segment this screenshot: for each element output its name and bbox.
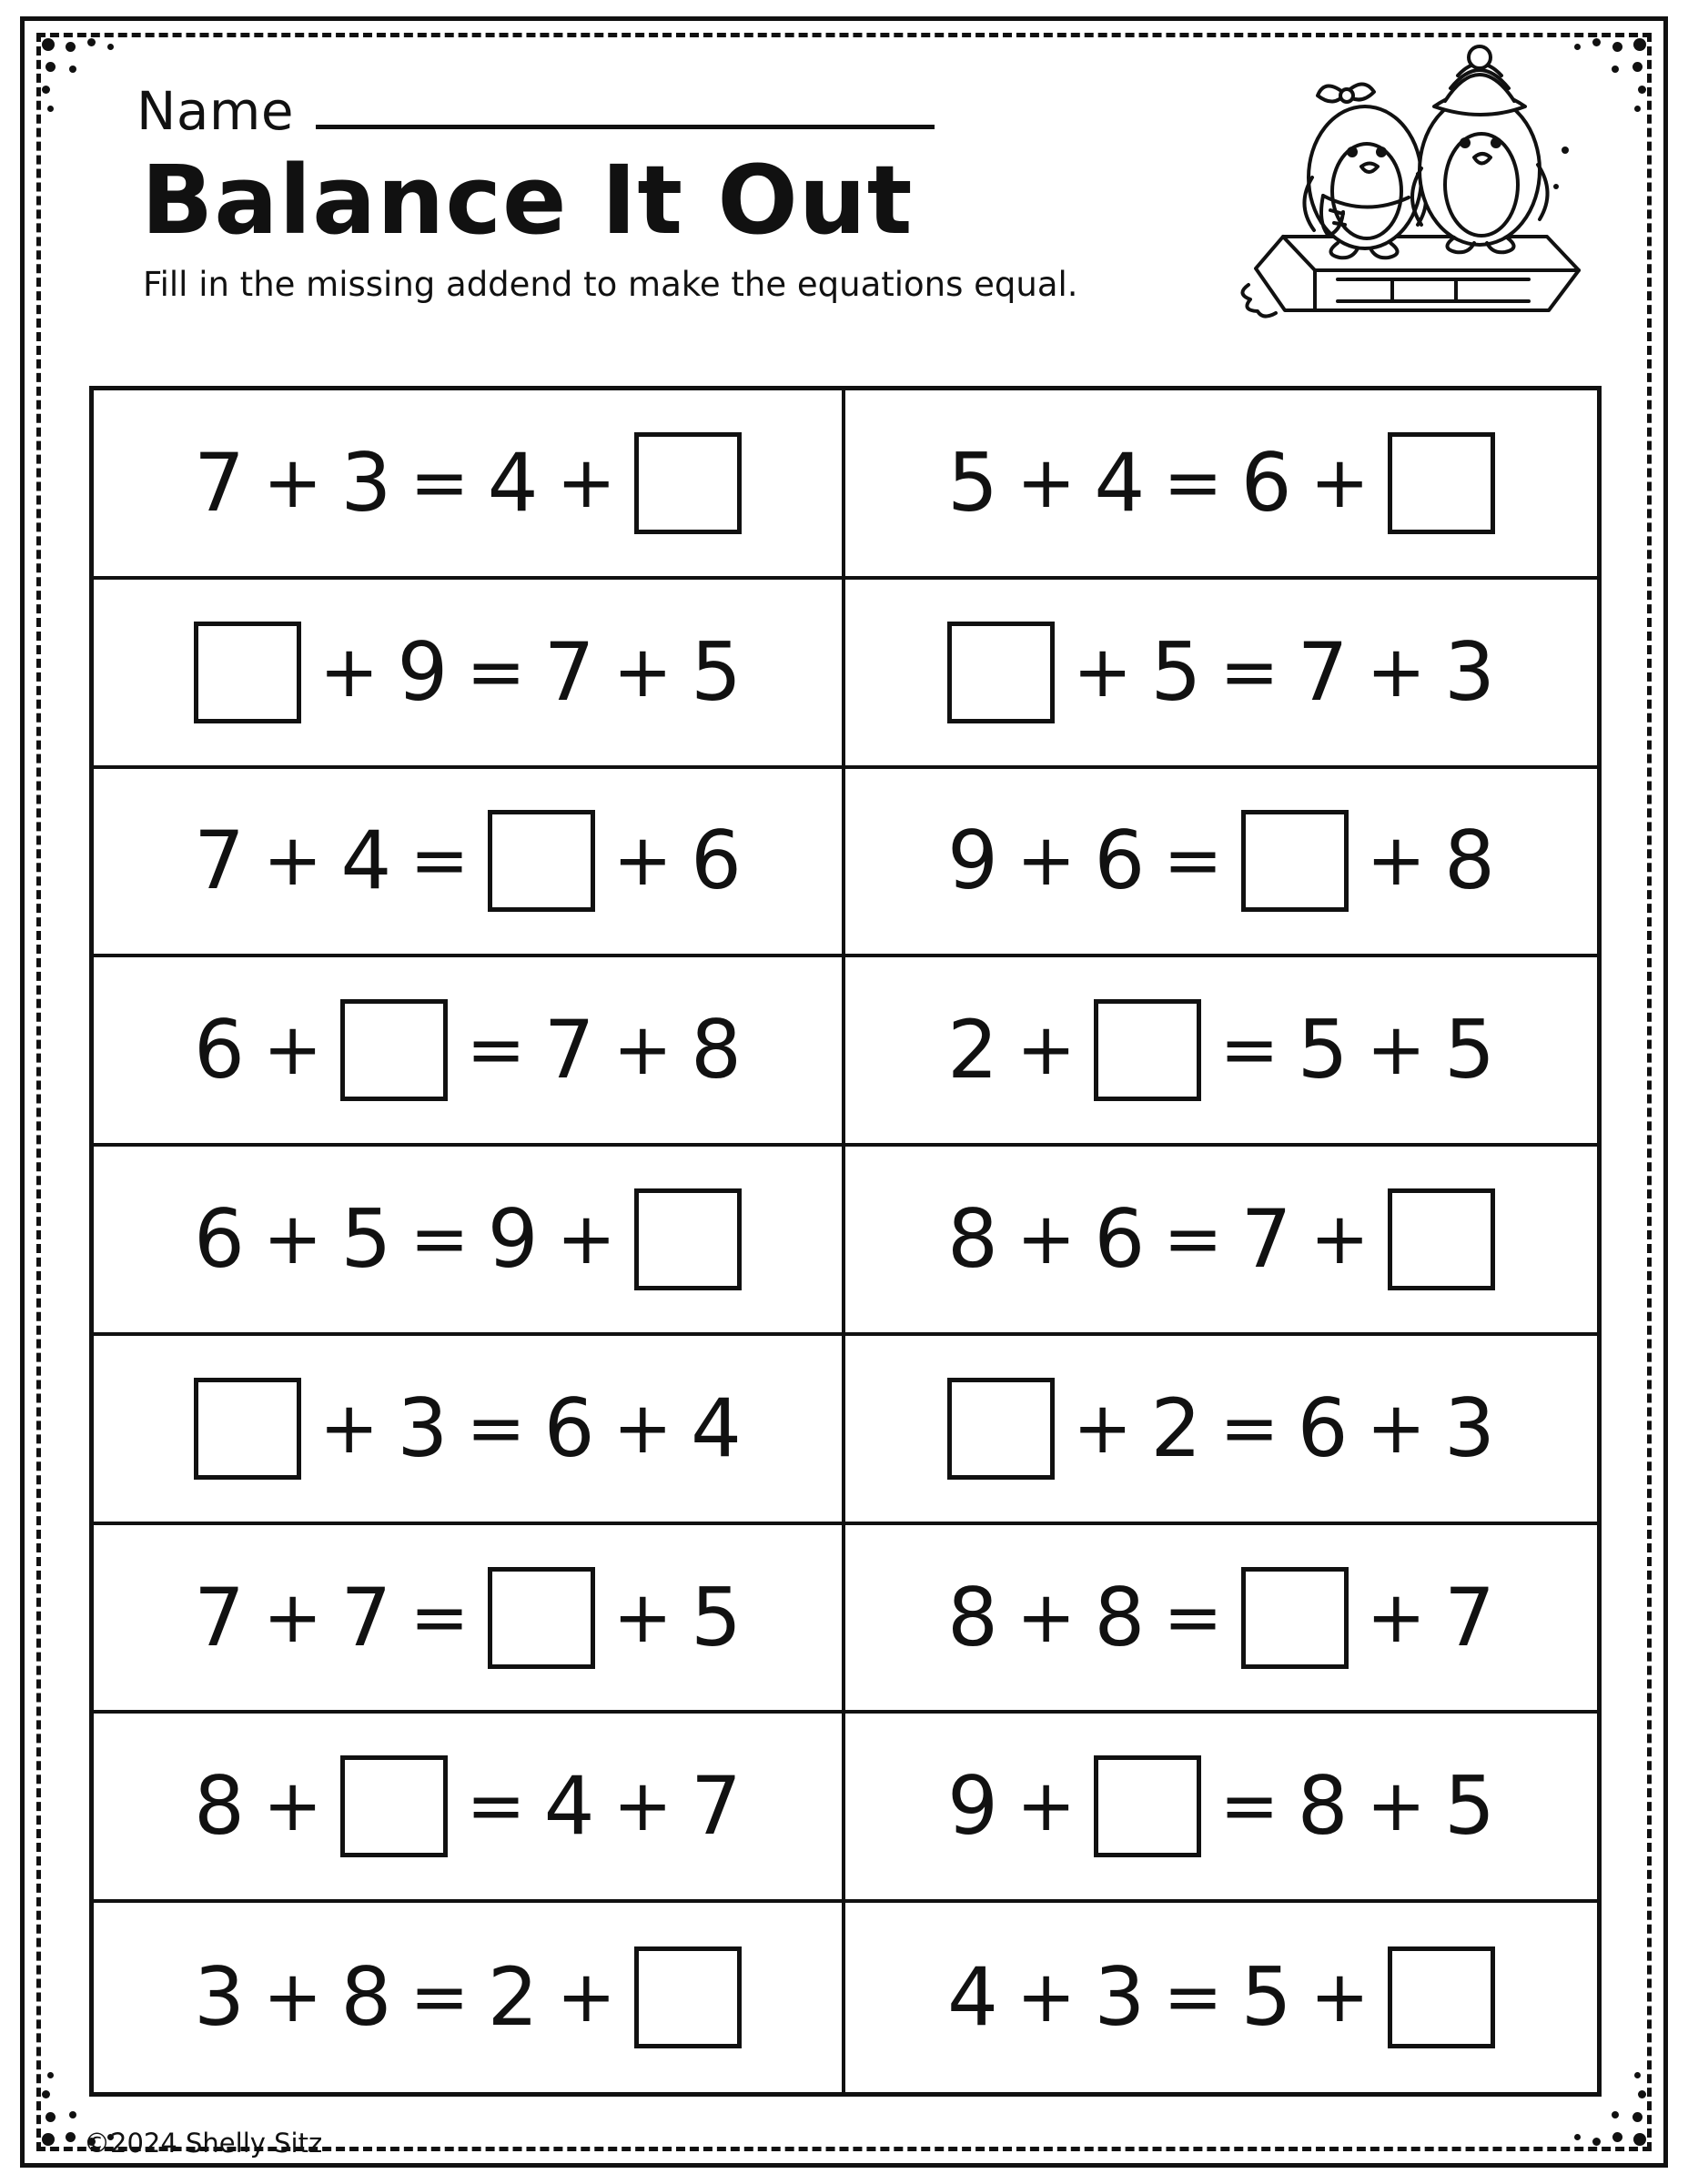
equation: [94, 810, 842, 912]
name-write-line[interactable]: [316, 121, 935, 129]
plus-sign: +: [612, 1576, 673, 1659]
problem-cell[interactable]: [845, 957, 1597, 1147]
number: 3: [1444, 624, 1496, 719]
equation: [845, 1378, 1597, 1480]
problem-cell[interactable]: [845, 1336, 1597, 1525]
number: 7: [193, 814, 245, 908]
equation: [94, 1188, 842, 1290]
number: 5: [1297, 1003, 1349, 1097]
plus-sign: +: [1016, 820, 1076, 903]
number: 5: [946, 435, 998, 530]
number: 7: [193, 1570, 245, 1664]
number: 5: [340, 1191, 392, 1286]
answer-box[interactable]: [1388, 1188, 1495, 1290]
number: 5: [1444, 1759, 1496, 1854]
number: 7: [1444, 1570, 1496, 1664]
number: 6: [1094, 1191, 1146, 1286]
equals-sign: =: [409, 1576, 470, 1659]
two-penguins-on-ice-illustration: [1228, 41, 1592, 341]
equation: [845, 622, 1597, 723]
answer-box[interactable]: [1388, 1946, 1495, 2048]
equals-sign: =: [466, 1387, 526, 1470]
answer-box[interactable]: [1241, 810, 1349, 912]
answer-box[interactable]: [634, 1946, 742, 2048]
answer-box[interactable]: [634, 432, 742, 534]
name-label: Name: [136, 80, 295, 142]
plus-sign: +: [1366, 1387, 1427, 1470]
number: 4: [543, 1759, 595, 1854]
number: 4: [1094, 435, 1146, 530]
answer-box[interactable]: [194, 1378, 301, 1480]
plus-sign: +: [1309, 441, 1370, 524]
problem-cell[interactable]: [94, 580, 845, 769]
plus-sign: +: [1366, 631, 1427, 713]
number: 8: [1094, 1570, 1146, 1664]
equals-sign: =: [1163, 1198, 1223, 1280]
page-instructions: Fill in the missing addend to make the equations equal.: [143, 265, 1078, 305]
equals-sign: =: [409, 820, 470, 903]
number: 3: [340, 435, 392, 530]
plus-sign: +: [556, 1956, 617, 2039]
plus-sign: +: [1016, 1765, 1076, 1848]
number: 6: [543, 1380, 595, 1475]
number: 7: [1297, 624, 1349, 719]
number: 4: [487, 435, 539, 530]
problem-cell[interactable]: [94, 1525, 845, 1714]
number: 8: [946, 1191, 998, 1286]
number: 2: [487, 1950, 539, 2045]
equals-sign: =: [1219, 1765, 1279, 1848]
equation: [94, 999, 842, 1101]
problem-cell[interactable]: [845, 1525, 1597, 1714]
answer-box[interactable]: [488, 810, 595, 912]
number: 6: [1297, 1380, 1349, 1475]
answer-box[interactable]: [634, 1188, 742, 1290]
equals-sign: =: [466, 1009, 526, 1092]
equals-sign: =: [409, 1198, 470, 1280]
number: 9: [946, 814, 998, 908]
plus-sign: +: [262, 1765, 323, 1848]
number: 7: [543, 1003, 595, 1097]
problem-cell[interactable]: [94, 1336, 845, 1525]
plus-sign: +: [1072, 631, 1133, 713]
problem-cell[interactable]: [94, 957, 845, 1147]
plus-sign: +: [1072, 1387, 1133, 1470]
equals-sign: =: [1163, 441, 1223, 524]
number: 3: [1094, 1950, 1146, 2045]
plus-sign: +: [1016, 1198, 1076, 1280]
problem-cell[interactable]: [845, 1147, 1597, 1336]
plus-sign: +: [612, 1765, 673, 1848]
number: 8: [193, 1759, 245, 1854]
number: 9: [487, 1191, 539, 1286]
number: 6: [193, 1191, 245, 1286]
number: 4: [946, 1950, 998, 2045]
answer-box[interactable]: [1094, 999, 1201, 1101]
problem-cell[interactable]: [94, 769, 845, 958]
plus-sign: +: [262, 1009, 323, 1092]
number: 3: [193, 1950, 245, 2045]
equals-sign: =: [1163, 1576, 1223, 1659]
equals-sign: =: [1163, 1956, 1223, 2039]
equation: [845, 1755, 1597, 1857]
plus-sign: +: [1366, 1765, 1427, 1848]
answer-box[interactable]: [947, 622, 1055, 723]
problem-cell[interactable]: [94, 390, 845, 580]
plus-sign: +: [1366, 1009, 1427, 1092]
plus-sign: +: [262, 1576, 323, 1659]
number: 8: [691, 1003, 743, 1097]
problem-cell[interactable]: [845, 769, 1597, 958]
equation: [94, 1567, 842, 1669]
number: 8: [1297, 1759, 1349, 1854]
equals-sign: =: [1219, 1009, 1279, 1092]
number: 7: [193, 435, 245, 530]
number: 6: [1094, 814, 1146, 908]
equation: [94, 432, 842, 534]
plus-sign: +: [1016, 441, 1076, 524]
copyright-text: ©2024 Shelly Sitz: [84, 2128, 323, 2159]
equation: [845, 810, 1597, 912]
plus-sign: +: [1016, 1576, 1076, 1659]
equation: [845, 1188, 1597, 1290]
plus-sign: +: [1016, 1009, 1076, 1092]
equals-sign: =: [409, 441, 470, 524]
problem-cell[interactable]: [94, 1903, 845, 2092]
number: 9: [397, 624, 449, 719]
plus-sign: +: [612, 1009, 673, 1092]
plus-sign: +: [556, 441, 617, 524]
equals-sign: =: [409, 1956, 470, 2039]
number: 3: [1444, 1380, 1496, 1475]
plus-sign: +: [262, 1198, 323, 1280]
page-title: Balance It Out: [141, 145, 914, 256]
number: 9: [946, 1759, 998, 1854]
equation: [845, 432, 1597, 534]
number: 4: [691, 1380, 743, 1475]
number: 7: [691, 1759, 743, 1854]
equation: [94, 622, 842, 723]
answer-box[interactable]: [947, 1378, 1055, 1480]
problem-cell[interactable]: [845, 1903, 1597, 2092]
plus-sign: +: [1309, 1956, 1370, 2039]
equation: [94, 1378, 842, 1480]
number: 6: [691, 814, 743, 908]
plus-sign: +: [1016, 1956, 1076, 2039]
plus-sign: +: [318, 631, 379, 713]
plus-sign: +: [612, 1387, 673, 1470]
problem-cell[interactable]: [845, 390, 1597, 580]
number: 8: [340, 1950, 392, 2045]
answer-box[interactable]: [340, 1755, 448, 1857]
number: 8: [1444, 814, 1496, 908]
number: 7: [543, 624, 595, 719]
equation: [94, 1946, 842, 2048]
number: 6: [193, 1003, 245, 1097]
equation: [845, 1567, 1597, 1669]
answer-box[interactable]: [1388, 432, 1495, 534]
answer-box[interactable]: [1094, 1755, 1201, 1857]
number: 5: [1444, 1003, 1496, 1097]
number: 5: [1150, 624, 1202, 719]
plus-sign: +: [612, 820, 673, 903]
number: 4: [340, 814, 392, 908]
equals-sign: =: [1219, 1387, 1279, 1470]
number: 5: [1240, 1950, 1292, 2045]
number: 7: [340, 1570, 392, 1664]
number: 2: [1150, 1380, 1202, 1475]
number: 8: [946, 1570, 998, 1664]
number: 5: [691, 624, 743, 719]
answer-box[interactable]: [488, 1567, 595, 1669]
plus-sign: +: [262, 1956, 323, 2039]
answer-box[interactable]: [340, 999, 448, 1101]
answer-box[interactable]: [1241, 1567, 1349, 1669]
equals-sign: =: [1219, 631, 1279, 713]
problem-cell[interactable]: [94, 1714, 845, 1903]
plus-sign: +: [1366, 820, 1427, 903]
equation: [94, 1755, 842, 1857]
plus-sign: +: [612, 631, 673, 713]
problem-cell[interactable]: [845, 1714, 1597, 1903]
plus-sign: +: [318, 1387, 379, 1470]
plus-sign: +: [262, 820, 323, 903]
number: 5: [691, 1570, 743, 1664]
number: 6: [1240, 435, 1292, 530]
equals-sign: =: [1163, 820, 1223, 903]
problems-grid: [89, 386, 1602, 2097]
number: 2: [946, 1003, 998, 1097]
equation: [845, 999, 1597, 1101]
number: 7: [1240, 1191, 1292, 1286]
plus-sign: +: [262, 441, 323, 524]
equation: [845, 1946, 1597, 2048]
plus-sign: +: [1309, 1198, 1370, 1280]
equals-sign: =: [466, 1765, 526, 1848]
plus-sign: +: [1366, 1576, 1427, 1659]
problem-cell[interactable]: [845, 580, 1597, 769]
problem-cell[interactable]: [94, 1147, 845, 1336]
plus-sign: +: [556, 1198, 617, 1280]
answer-box[interactable]: [194, 622, 301, 723]
number: 3: [397, 1380, 449, 1475]
equals-sign: =: [466, 631, 526, 713]
